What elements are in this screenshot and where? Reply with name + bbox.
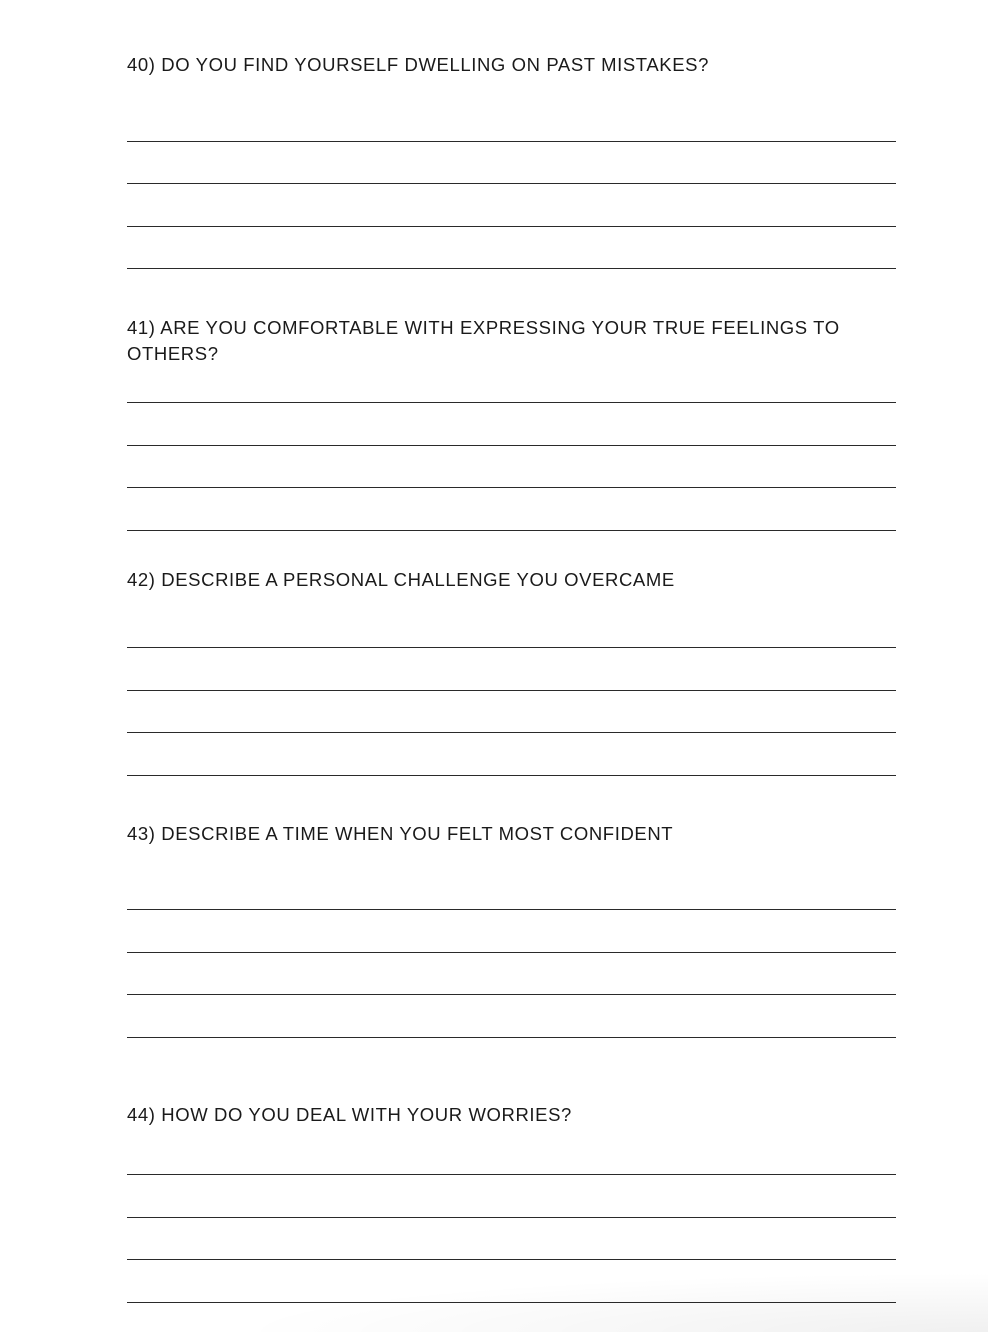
answer-line[interactable] <box>127 647 896 648</box>
answer-line[interactable] <box>127 1037 896 1038</box>
answer-line[interactable] <box>127 1259 896 1260</box>
question-43-text: 43) DESCRIBE A TIME WHEN YOU FELT MOST CONFIDENT <box>127 823 674 844</box>
answer-line[interactable] <box>127 226 896 227</box>
question-42-text: 42) DESCRIBE A PERSONAL CHALLENGE YOU OVERCAME <box>127 569 675 590</box>
answer-line[interactable] <box>127 1174 896 1175</box>
answer-line[interactable] <box>127 1302 896 1303</box>
answer-line[interactable] <box>127 530 896 531</box>
question-41-text-line2: OTHERS? <box>127 343 219 364</box>
answer-line[interactable] <box>127 183 896 184</box>
answer-line[interactable] <box>127 445 896 446</box>
question-44-text: 44) HOW DO YOU DEAL WITH YOUR WORRIES? <box>127 1104 572 1125</box>
answer-line[interactable] <box>127 141 896 142</box>
answer-line[interactable] <box>127 775 896 776</box>
answer-line[interactable] <box>127 487 896 488</box>
question-40-text: 40) DO YOU FIND YOURSELF DWELLING ON PAST MISTAKES? <box>127 54 709 75</box>
question-41-text-line1: 41) ARE YOU COMFORTABLE WITH EXPRESSING YOUR TRUE FEELINGS TO <box>127 317 840 338</box>
answer-line[interactable] <box>127 690 896 691</box>
answer-line[interactable] <box>127 268 896 269</box>
answer-line[interactable] <box>127 732 896 733</box>
answer-line[interactable] <box>127 1217 896 1218</box>
answer-line[interactable] <box>127 952 896 953</box>
question-41-text <box>127 315 847 367</box>
answer-line[interactable] <box>127 994 896 995</box>
answer-line[interactable] <box>127 402 896 403</box>
answer-line[interactable] <box>127 909 896 910</box>
